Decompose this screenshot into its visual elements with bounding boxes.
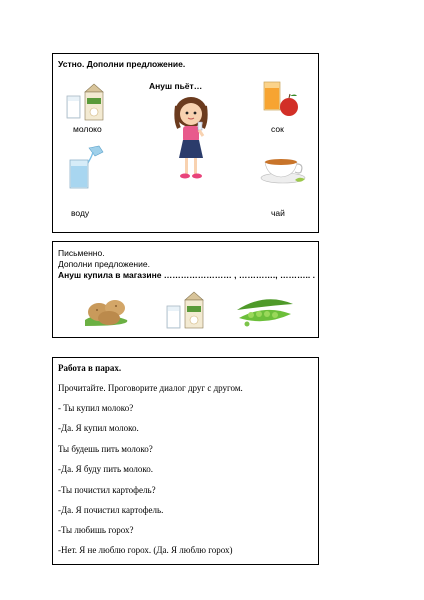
oral-task-heading: Устно. Дополни предложение. xyxy=(58,59,186,69)
item-label-water: воду xyxy=(71,208,90,218)
dialog-line: -Да. Я купил молоко. xyxy=(58,423,139,433)
item-label-milk: молоко xyxy=(73,124,102,134)
juice-icon xyxy=(261,80,301,120)
pair-work-card xyxy=(52,357,319,565)
peas-icon xyxy=(235,292,295,328)
milk-icon xyxy=(67,82,111,122)
oral-task-prompt: Ануш пьёт… xyxy=(149,81,203,91)
dialog-line: - Ты купил молоко? xyxy=(58,403,134,413)
written-task-line2: Дополни предложение. xyxy=(58,259,150,269)
water-icon xyxy=(67,146,107,190)
dialog-line: -Ты любишь горох? xyxy=(58,525,134,535)
item-label-tea: чай xyxy=(271,208,285,218)
item-label-juice: сок xyxy=(271,124,284,134)
dialog-line: -Да. Я почистил картофель. xyxy=(58,505,164,515)
pair-work-heading: Работа в парах. xyxy=(58,363,122,373)
written-task-sentence: Ануш купила в магазине …………………… , …………., ……….. . xyxy=(58,270,315,280)
girl-drinking-icon xyxy=(165,96,217,184)
tea-icon xyxy=(259,150,309,186)
dialog-line: -Да. Я буду пить молоко. xyxy=(58,464,154,474)
dialog-line: -Ты почистил картофель? xyxy=(58,485,156,495)
written-task-card xyxy=(52,241,319,338)
pair-work-instruction: Прочитайте. Проговорите диалог друг с другом. xyxy=(58,383,243,393)
milk-icon xyxy=(167,290,211,330)
dialog-line: Ты будешь пить молоко? xyxy=(58,444,153,454)
written-task-line1: Письменно. xyxy=(58,248,105,258)
oral-task-card xyxy=(52,53,319,233)
potatoes-icon xyxy=(83,290,133,328)
dialog-line: -Нет. Я не люблю горох. (Да. Я люблю горох) xyxy=(58,545,233,555)
